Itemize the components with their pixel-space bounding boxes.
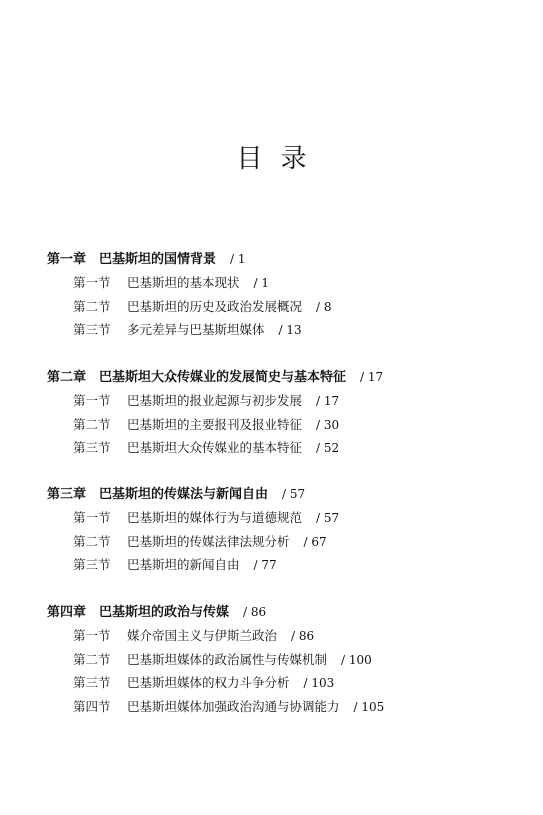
section-number: 第一节 <box>73 393 111 409</box>
section-number: 第三节 <box>73 322 111 338</box>
section-entry <box>47 624 523 647</box>
section-title: 巴基斯坦的媒体行为与道德规范 <box>127 510 303 526</box>
page-ref: / 52 <box>316 441 340 456</box>
section-number: 第二节 <box>73 416 111 432</box>
section-title: 巴基斯坦的主要报刊及报业特征 <box>127 416 303 432</box>
section-entry <box>47 271 523 294</box>
section-title: 巴基斯坦的传媒法律法规分析 <box>127 533 290 549</box>
chapter-4-block <box>47 601 523 718</box>
section-title: 巴基斯坦媒体的政治属性与传媒机制 <box>127 651 328 667</box>
section-entry <box>47 695 523 718</box>
section-entry <box>47 413 523 436</box>
page-ref: / 105 <box>353 699 385 714</box>
chapter-4-heading <box>47 601 523 624</box>
page-ref: / 86 <box>291 629 315 644</box>
section-entry <box>47 318 523 341</box>
chapter-number: 第一章 <box>47 252 87 267</box>
section-entry <box>47 671 523 694</box>
page-title: 目录 <box>236 144 325 174</box>
section-title: 巴基斯坦的报业起源与初步发展 <box>127 393 303 409</box>
chapter-3-block <box>47 483 523 577</box>
section-number: 第四节 <box>73 698 111 714</box>
section-entry <box>47 389 523 412</box>
section-entry <box>47 553 523 576</box>
section-title: 巴基斯坦媒体的权力斗争分析 <box>127 675 290 691</box>
section-number: 第三节 <box>73 675 111 691</box>
page-ref: / 1 <box>253 276 270 291</box>
page-ref: / 57 <box>282 487 306 501</box>
section-title: 巴基斯坦的新闻自由 <box>127 557 240 573</box>
chapter-title: 巴基斯坦大众传媒业的发展简史与基本特征 <box>99 370 347 385</box>
section-title: 媒介帝国主义与伊斯兰政治 <box>127 628 278 644</box>
section-number: 第一节 <box>73 628 111 644</box>
chapter-1-block <box>47 248 523 342</box>
page-ref: / 17 <box>360 370 384 384</box>
chapter-1-heading <box>47 248 523 271</box>
chapter-title: 巴基斯坦的国情背景 <box>99 252 217 267</box>
section-title: 巴基斯坦大众传媒业的基本特征 <box>127 440 303 456</box>
section-entry <box>47 648 523 671</box>
chapter-number: 第二章 <box>47 370 87 385</box>
chapter-title: 巴基斯坦的传媒法与新闻自由 <box>99 487 269 502</box>
section-number: 第三节 <box>73 557 111 573</box>
section-number: 第二节 <box>73 533 111 549</box>
chapter-number: 第四章 <box>47 605 87 620</box>
chapter-number: 第三章 <box>47 487 87 502</box>
page-ref: / 30 <box>316 417 340 432</box>
page-ref: / 100 <box>341 652 372 667</box>
section-title: 巴基斯坦的基本现状 <box>127 275 240 291</box>
section-number: 第一节 <box>73 510 111 526</box>
page-ref: / 86 <box>243 605 267 619</box>
section-title: 巴基斯坦媒体加强政治沟通与协调能力 <box>127 698 340 714</box>
chapter-2-heading <box>47 366 523 389</box>
section-title: 多元差异与巴基斯坦媒体 <box>127 322 265 338</box>
section-title: 巴基斯坦的历史及政治发展概况 <box>127 298 303 314</box>
section-number: 第三节 <box>73 440 111 456</box>
page-ref: / 8 <box>316 299 332 314</box>
section-entry <box>47 506 523 529</box>
section-number: 第一节 <box>73 275 111 291</box>
chapter-2-block <box>47 366 523 460</box>
section-entry <box>47 295 523 318</box>
page-ref: / 77 <box>253 558 277 573</box>
section-entry <box>47 530 523 553</box>
section-number: 第二节 <box>73 651 111 667</box>
page-ref: / 67 <box>303 534 327 549</box>
page-ref: / 103 <box>303 676 335 691</box>
chapter-3-heading <box>47 483 523 506</box>
page-ref: / 13 <box>278 323 302 338</box>
section-number: 第二节 <box>73 298 111 314</box>
page-ref: / 1 <box>230 252 246 266</box>
page-ref: / 17 <box>316 394 340 409</box>
chapter-title: 巴基斯坦的政治与传媒 <box>99 605 230 620</box>
section-entry <box>47 436 523 459</box>
page-ref: / 57 <box>316 511 340 526</box>
